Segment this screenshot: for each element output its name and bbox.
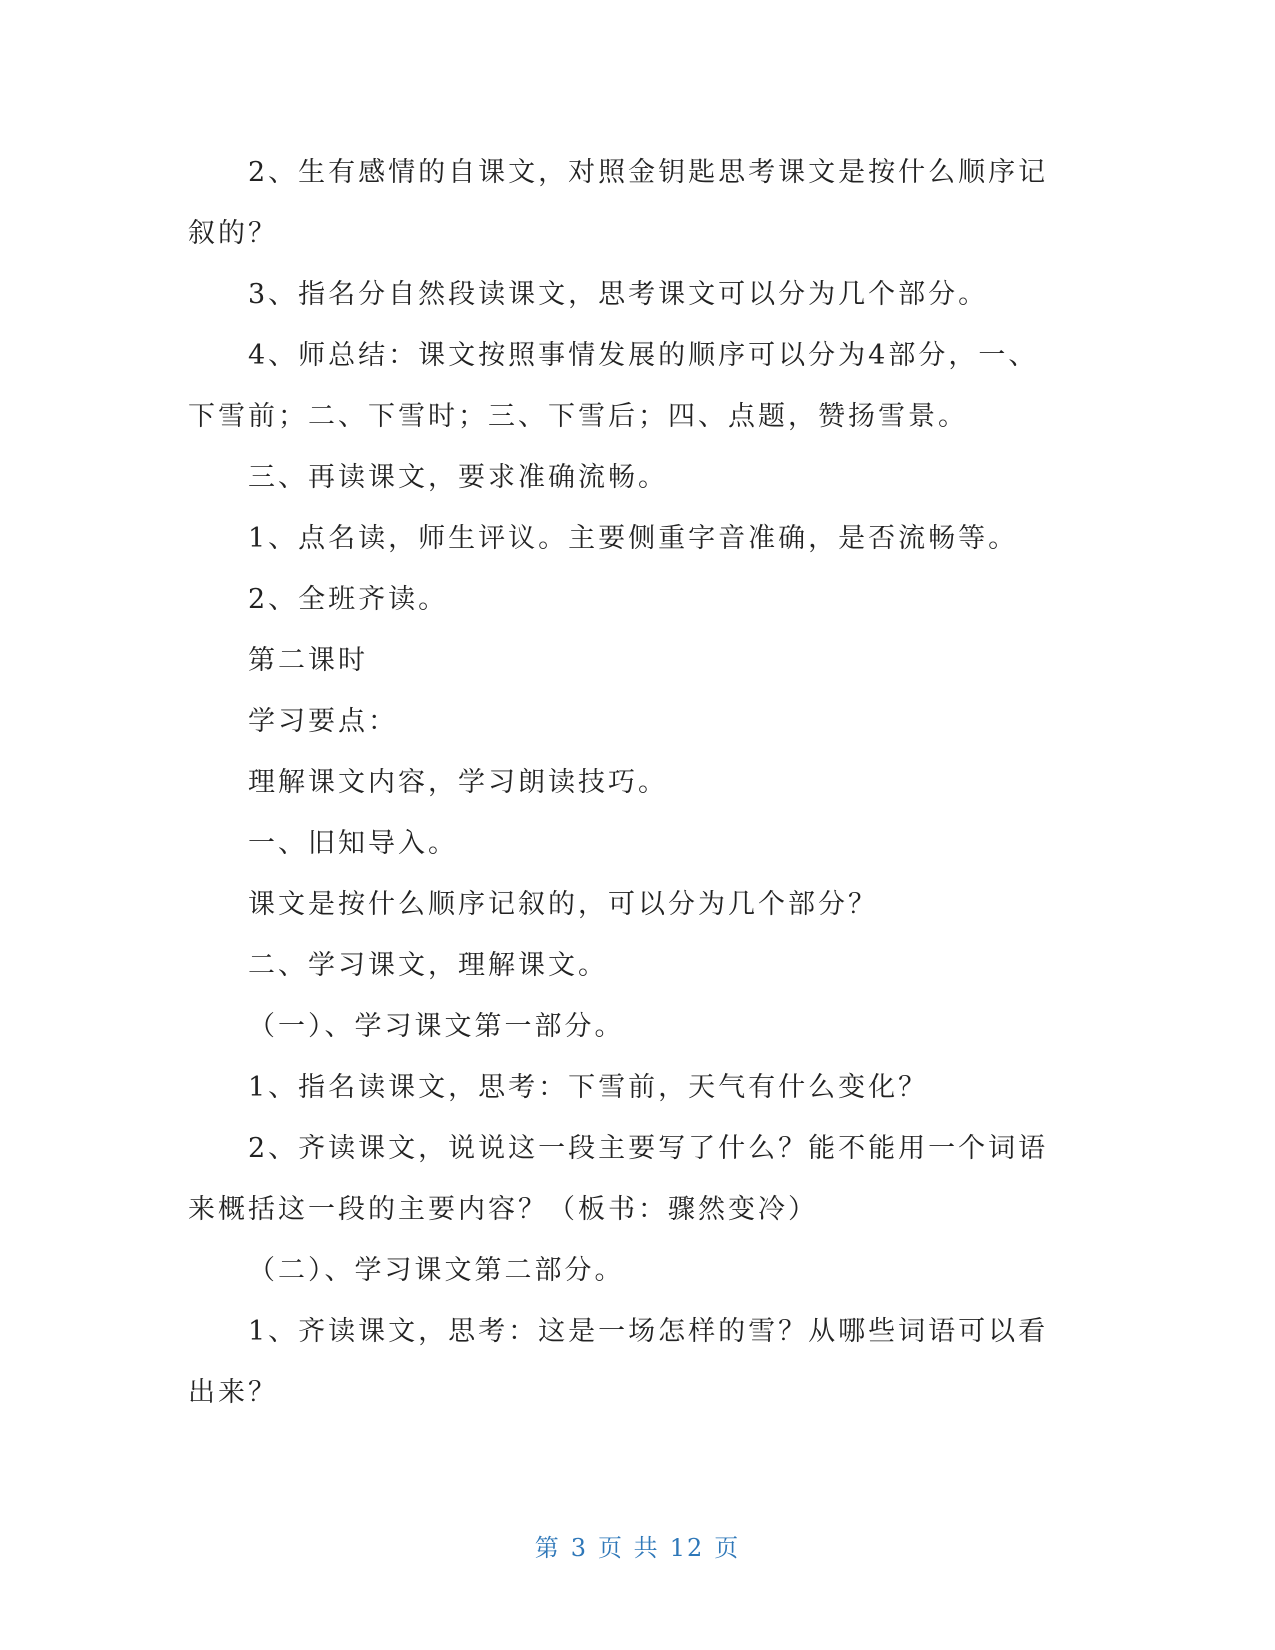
paragraph: 2、生有感情的自课文，对照金钥匙思考课文是按什么顺序记叙的？: [188, 157, 1049, 249]
footer-middle: 页 共: [598, 1534, 660, 1562]
footer-prefix: 第: [534, 1534, 561, 1562]
paragraph: 4、师总结：课文按照事情发展的顺序可以分为4部分，一、下雪前；二、下雪时；三、下雪后；四、点题，赞扬雪景。: [188, 340, 1039, 432]
paragraph: 2、全班齐读。: [248, 584, 449, 615]
paragraph: 1、点名读，师生评议。主要侧重字音准确，是否流畅等。: [248, 523, 1019, 554]
section-heading: 三、再读课文，要求准确流畅。: [248, 462, 668, 493]
paragraph: 2、齐读课文，说说这一段主要写了什么？能不能用一个词语来概括这一段的主要内容？（板书：骤然变冷）: [188, 1133, 1049, 1225]
paragraph: 课文是按什么顺序记叙的，可以分为几个部分？: [248, 889, 878, 920]
subsection-heading: （二）、学习课文第二部分。: [248, 1255, 625, 1286]
document-body: [188, 142, 1068, 1423]
lesson-heading: 第二课时: [248, 645, 368, 676]
current-page-number: 3: [570, 1534, 589, 1562]
section-heading: 一、旧知导入。: [248, 828, 458, 859]
section-heading: 学习要点：: [248, 706, 398, 737]
subsection-heading: （一）、学习课文第一部分。: [248, 1011, 625, 1042]
paragraph: 1、指名读课文，思考：下雪前，天气有什么变化？: [248, 1072, 929, 1103]
paragraph: 理解课文内容，学习朗读技巧。: [248, 767, 668, 798]
total-pages-number: 12: [669, 1534, 705, 1562]
section-heading: 二、学习课文，理解课文。: [248, 950, 608, 981]
paragraph: 3、指名分自然段读课文，思考课文可以分为几个部分。: [248, 279, 989, 310]
footer-suffix: 页: [714, 1534, 741, 1562]
paragraph: 1、齐读课文，思考：这是一场怎样的雪？从哪些词语可以看出来？: [188, 1316, 1049, 1408]
page-footer: [0, 1528, 1275, 1563]
